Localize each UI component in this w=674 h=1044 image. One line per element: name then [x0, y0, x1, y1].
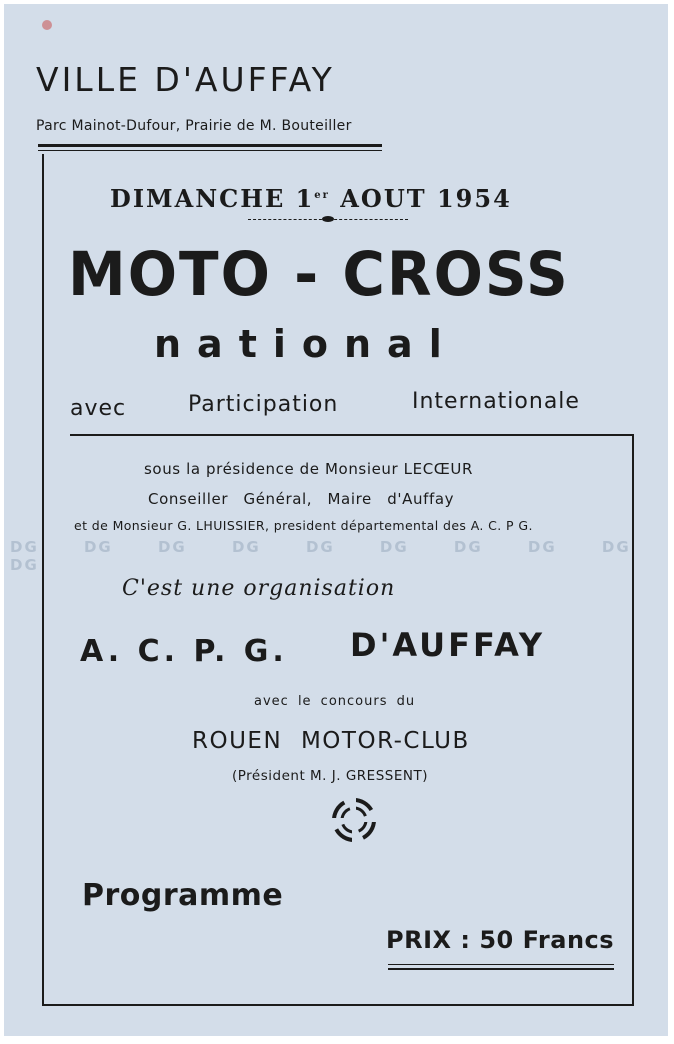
- frame-left-border: [42, 154, 44, 1006]
- programme-cover: [4, 4, 668, 1036]
- date-prefix: DIMANCHE 1: [110, 184, 315, 213]
- organisation-intro: C'est une organisation: [122, 576, 396, 601]
- date-ornament: [248, 219, 408, 226]
- internationale-text: Internationale: [412, 389, 580, 414]
- event-date: [110, 184, 512, 213]
- header-divider: [38, 144, 382, 151]
- club-president: (Président M. J. GRESSENT): [232, 768, 428, 784]
- presidence-line-2: Conseiller Général, Maire d'Auffay: [148, 490, 455, 508]
- event-title: MOTO - CROSS: [68, 238, 570, 310]
- section-divider: [70, 434, 632, 436]
- organisation-acpg: A. C. P. G.: [80, 634, 288, 669]
- price-label: PRIX : 50 Francs: [386, 926, 615, 954]
- frame-bottom-border: [42, 1004, 634, 1006]
- page-title: VILLE D'AUFFAY: [36, 60, 335, 99]
- frame-right-border: [632, 434, 634, 1006]
- club-name: ROUEN MOTOR-CLUB: [192, 728, 470, 754]
- concours-text: avec le concours du: [254, 694, 416, 709]
- venue-subtitle: Parc Mainot-Dufour, Prairie de M. Bouteiller: [36, 118, 352, 134]
- date-suffix: AOUT 1954: [329, 184, 512, 213]
- participation-text: Participation: [188, 392, 339, 417]
- club-emblem-icon: [330, 796, 378, 844]
- date-sup: er: [314, 190, 330, 201]
- avec-text: avec: [70, 396, 127, 421]
- organisation-auffay: D'AUFFAY: [350, 626, 546, 664]
- event-subtitle: national: [154, 322, 458, 366]
- price-underline: [388, 964, 614, 970]
- programme-heading: Programme: [82, 878, 284, 913]
- ink-stain: [42, 20, 52, 30]
- watermark: DG DG DG DG DG DG DG DG DG DG: [10, 538, 631, 574]
- presidence-line-1: sous la présidence de Monsieur LECŒUR: [144, 460, 474, 478]
- presidence-line-3: et de Monsieur G. LHUISSIER, president départemental des A. C. P G.: [74, 518, 533, 533]
